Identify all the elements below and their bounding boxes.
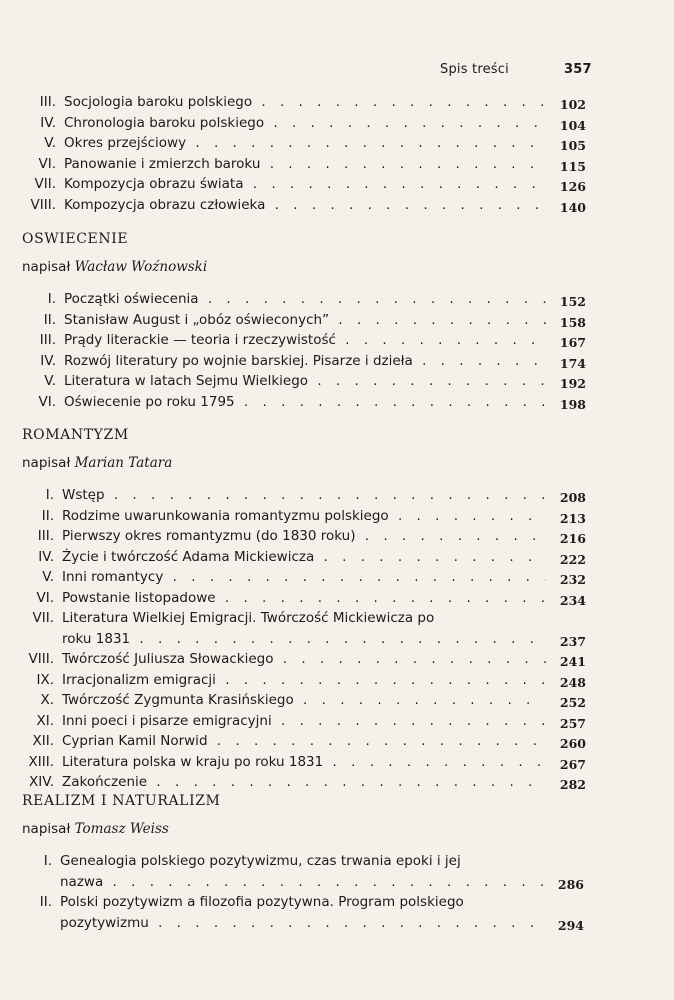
- toc-entry-number: I.: [45, 487, 54, 503]
- toc-entry-title: Chronologia baroku polskiego . . .: [64, 113, 546, 134]
- toc-entry-page-number: 222: [559, 551, 586, 567]
- toc-entry: [0, 670, 674, 691]
- toc-entry-continuation: [0, 872, 674, 893]
- toc-entry: [0, 892, 674, 913]
- toc-entry-page-number: 286: [557, 876, 584, 892]
- toc-entry-number: III.: [39, 332, 56, 348]
- author-line-romantyzm: [22, 455, 172, 471]
- toc-entry-number: XIV.: [28, 774, 54, 790]
- toc-entry-number: XI.: [36, 712, 54, 729]
- toc-entry: [0, 485, 674, 506]
- toc-entry: [0, 547, 674, 568]
- toc-entry: [0, 92, 674, 113]
- author-name: Marian Tatara: [74, 455, 173, 471]
- toc-entry-title: Rodzime uwarunkowania romantyzmu polskiego . . .: [62, 506, 546, 527]
- toc-entry-page-number: 267: [559, 756, 586, 772]
- toc-entry-number: VIII.: [28, 651, 54, 667]
- toc-entry-page-number: 174: [559, 355, 586, 371]
- author-line-realizm: [22, 821, 169, 837]
- toc-list-realizm: [0, 851, 674, 933]
- toc-entry-number: VI.: [38, 155, 56, 172]
- toc-entry-number: VI.: [38, 393, 56, 410]
- toc-entry: [0, 113, 674, 134]
- toc-entry-title: Wstęp . . .: [62, 485, 546, 506]
- toc-entry-title: Zakończenie . . .: [62, 772, 546, 793]
- toc-entry-title: Pierwszy okres romantyzmu (do 1830 roku) . . .: [62, 526, 546, 547]
- toc-entry-page-number: 237: [559, 633, 586, 649]
- toc-entry-title-continuation: pozytywizmu . . .: [60, 913, 546, 934]
- author-name: Wacław Woźnowski: [74, 259, 208, 275]
- toc-entry: [0, 371, 674, 392]
- toc-entry-number: IV.: [40, 352, 56, 369]
- toc-entry-title: Początki oświecenia . . .: [64, 289, 546, 310]
- toc-entry: [0, 772, 674, 793]
- toc-entry-page-number: 104: [559, 117, 586, 133]
- toc-entry-page-number: 102: [559, 97, 586, 112]
- toc-entry-page-number: 140: [559, 199, 586, 215]
- toc-entry: [0, 506, 674, 527]
- toc-entry-number: V.: [42, 569, 54, 585]
- toc-entry: [0, 588, 674, 609]
- section-heading-realizm: REALIZM I NATURALIZM: [22, 793, 221, 809]
- toc-entry: [0, 851, 674, 872]
- toc-entry-number: III.: [37, 528, 54, 544]
- toc-entry-page-number: 213: [559, 510, 586, 526]
- toc-entry: [0, 392, 674, 413]
- toc-entry: [0, 752, 674, 773]
- toc-entry: [0, 174, 674, 195]
- author-name: Tomasz Weiss: [74, 821, 169, 837]
- toc-entry-title: Irracjonalizm emigracji . . .: [62, 670, 546, 691]
- toc-entry: [0, 567, 674, 588]
- toc-entry: [0, 351, 674, 372]
- toc-entry-number: XIII.: [28, 753, 54, 770]
- toc-entry-title: Literatura Wielkiej Emigracji. Twórczość Mickiewicza po: [62, 610, 435, 626]
- toc-entry-number: IV.: [38, 548, 54, 565]
- toc-entry: [0, 649, 674, 670]
- toc-entry: [0, 526, 674, 547]
- toc-entry-title: Inni romantycy . . .: [62, 567, 546, 588]
- toc-entry-page-number: 260: [559, 736, 586, 751]
- toc-entry-title: Kompozycja obrazu człowieka . . .: [64, 195, 546, 216]
- toc-list-oswiecenie: [0, 289, 674, 412]
- toc-entry-page-number: 234: [559, 592, 586, 608]
- toc-entry-number: III.: [39, 94, 56, 110]
- toc-entry: [0, 711, 674, 732]
- toc-entry-title: Literatura w latach Sejmu Wielkiego . . .: [64, 371, 546, 392]
- toc-entry-page-number: 282: [559, 777, 586, 792]
- running-header-title: Spis treści: [440, 62, 509, 77]
- toc-entry-page-number: 158: [559, 314, 586, 330]
- author-line-oswiecenie: [22, 259, 207, 275]
- toc-entry-number: VIII.: [30, 196, 56, 213]
- toc-entry: [0, 310, 674, 331]
- running-header: [440, 62, 592, 77]
- toc-entry-number: X.: [40, 692, 54, 708]
- toc-entry-page-number: 167: [559, 335, 586, 350]
- toc-entry-title: Kompozycja obrazu świata . . .: [64, 174, 546, 195]
- toc-entry-title: Prądy literackie — teoria i rzeczywistość . . .: [64, 330, 546, 351]
- toc-entry-number: VII.: [34, 176, 56, 192]
- toc-entry: [0, 154, 674, 175]
- toc-entry-continuation: [0, 629, 674, 650]
- author-prefix: napisał: [22, 259, 71, 275]
- toc-entry-title: Genealogia polskiego pozytywizmu, czas trwania epoki i jej: [60, 853, 461, 869]
- toc-entry-number: VII.: [32, 610, 54, 626]
- toc-entry-title: Powstanie listopadowe . . .: [62, 588, 546, 609]
- toc-entry-number: XII.: [32, 733, 54, 749]
- toc-list-baroque: [0, 92, 674, 215]
- toc-entry-title: Cyprian Kamil Norwid . . .: [62, 731, 546, 752]
- toc-entry-page-number: 216: [559, 531, 586, 546]
- toc-entry: [0, 133, 674, 154]
- toc-entry-page-number: 198: [559, 396, 586, 412]
- toc-entry-title: Stanisław August i „obóz oświeconych” . . .: [64, 310, 546, 331]
- toc-entry-page-number: 115: [559, 158, 586, 174]
- toc-entry: [0, 731, 674, 752]
- toc-entry-title: Oświecenie po roku 1795 . . .: [64, 392, 546, 413]
- toc-entry-number: II.: [39, 894, 52, 910]
- toc-entry-title: Rozwój literatury po wojnie barskiej. Pisarze i dzieła . . .: [64, 351, 546, 372]
- toc-entry-page-number: 294: [557, 917, 584, 933]
- toc-entry-page-number: 192: [559, 376, 586, 391]
- toc-entry-title: Socjologia baroku polskiego . . .: [64, 92, 546, 113]
- author-prefix: napisał: [22, 821, 71, 837]
- toc-entry-page-number: 248: [559, 674, 586, 690]
- toc-entry-number: V.: [44, 373, 56, 389]
- toc-entry-title: Panowanie i zmierzch baroku . . .: [64, 154, 546, 175]
- toc-entry-title: Literatura polska w kraju po roku 1831 . . .: [62, 752, 546, 773]
- toc-entry-title: Inni poeci i pisarze emigracyjni . . .: [62, 711, 546, 732]
- toc-entry-page-number: 208: [559, 490, 586, 505]
- toc-entry-title-continuation: roku 1831 . . .: [62, 629, 546, 650]
- toc-entry-number: IV.: [40, 114, 56, 131]
- toc-entry-page-number: 232: [559, 572, 586, 587]
- toc-entry-page-number: 152: [559, 294, 586, 309]
- toc-entry-page-number: 241: [559, 654, 586, 669]
- toc-entry-title-continuation: nazwa . . .: [60, 872, 546, 893]
- toc-entry: [0, 690, 674, 711]
- toc-entry-title: Okres przejściowy . . .: [64, 133, 546, 154]
- toc-entry-title: Życie i twórczość Adama Mickiewicza . . .: [62, 547, 546, 568]
- toc-entry-page-number: 126: [559, 179, 586, 194]
- toc-entry-title: Twórczość Zygmunta Krasińskiego . . .: [62, 690, 546, 711]
- toc-entry: [0, 289, 674, 310]
- toc-entry-page-number: 257: [559, 715, 586, 731]
- toc-entry-continuation: [0, 913, 674, 934]
- toc-entry-title: Twórczość Juliusza Słowackiego . . .: [62, 649, 546, 670]
- toc-entry-page-number: 252: [559, 695, 586, 710]
- toc-entry-number: II.: [41, 507, 54, 524]
- toc-entry: [0, 330, 674, 351]
- toc-list-romantyzm: [0, 485, 674, 793]
- section-heading-romantyzm: ROMANTYZM: [22, 427, 129, 443]
- toc-entry-number: VI.: [36, 589, 54, 606]
- toc-entry-title: Polski pozytywizm a filozofia pozytywna. Program polskiego: [60, 894, 464, 910]
- toc-entry-number: V.: [44, 135, 56, 151]
- author-prefix: napisał: [22, 455, 71, 471]
- toc-entry-number: I.: [47, 291, 56, 307]
- toc-entry-number: IX.: [36, 671, 54, 688]
- toc-entry: [0, 195, 674, 216]
- toc-entry-number: II.: [43, 311, 56, 328]
- section-heading-oswiecenie: OSWIECENIE: [22, 231, 129, 247]
- toc-entry-page-number: 105: [559, 138, 586, 153]
- toc-entry-number: I.: [43, 853, 52, 869]
- toc-entry: [0, 608, 674, 629]
- running-header-page-number: 357: [564, 62, 592, 77]
